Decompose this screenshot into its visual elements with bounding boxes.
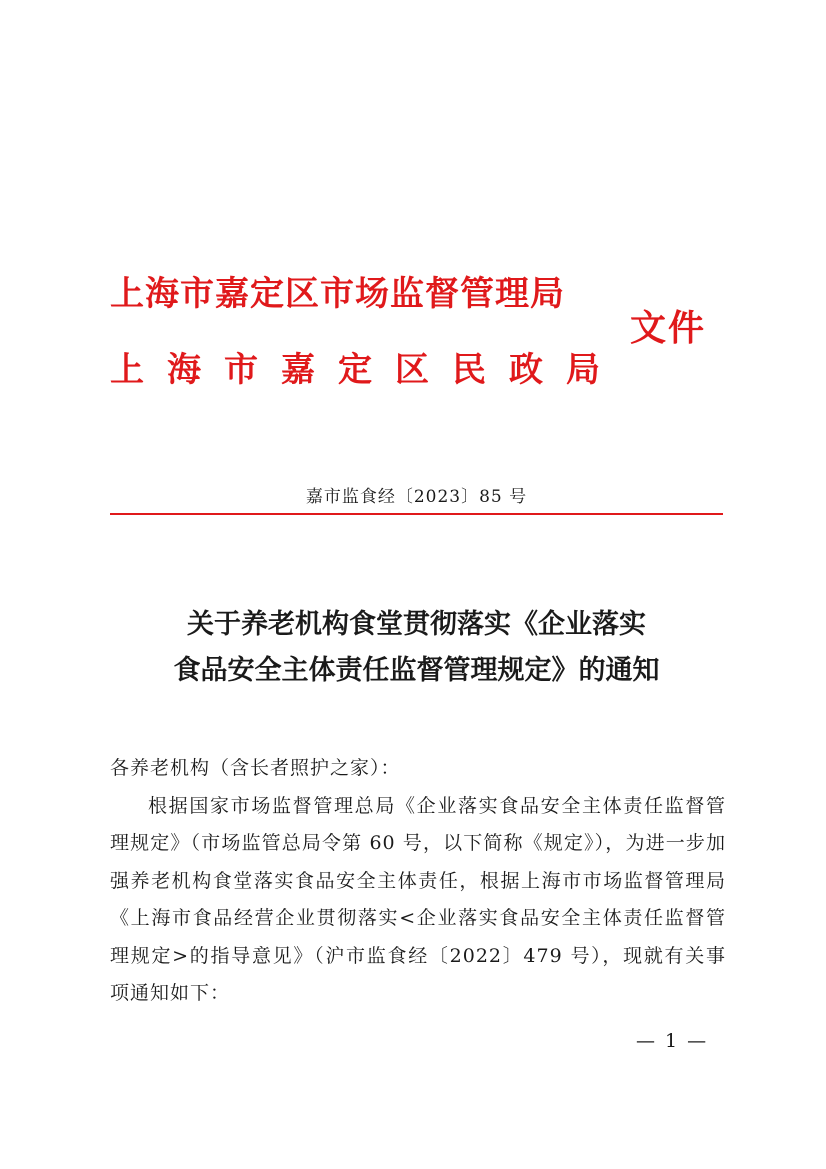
document-body [110, 750, 726, 1013]
page-number: — 1 — [636, 1030, 709, 1052]
paragraph-1: 根据国家市场监督管理总局《企业落实食品安全主体责任监督管理规定》（市场监管总局令第 60 号，以下简称《规定》），为进一步加强养老机构食堂落实食品安全主体责任，根据上海市市场监督管理局《上海市食品经营企业贯彻落实<企业落实食品安全主体责任监督管理规定>的指导意见》（沪市监食经〔2022〕479 号），现就有关事项通知如下： [110, 794, 726, 1004]
red-divider [110, 513, 723, 515]
salutation: 各养老机构（含长者照护之家）： [110, 757, 401, 779]
document-header [110, 268, 730, 398]
title-line-1: 关于养老机构食堂贯彻落实《企业落实 [187, 609, 646, 640]
document-label: 文件 [630, 307, 707, 349]
document-title [110, 602, 723, 694]
issuer-market-supervision: 上海市嘉定区市场监督管理局 [110, 274, 565, 314]
document-number: 嘉市监食经〔2023〕85 号 [305, 487, 528, 507]
issuer-civil-affairs: 上海市嘉定区民政局 [110, 350, 623, 390]
title-line-2: 食品安全主体责任监督管理规定》的通知 [173, 655, 660, 686]
